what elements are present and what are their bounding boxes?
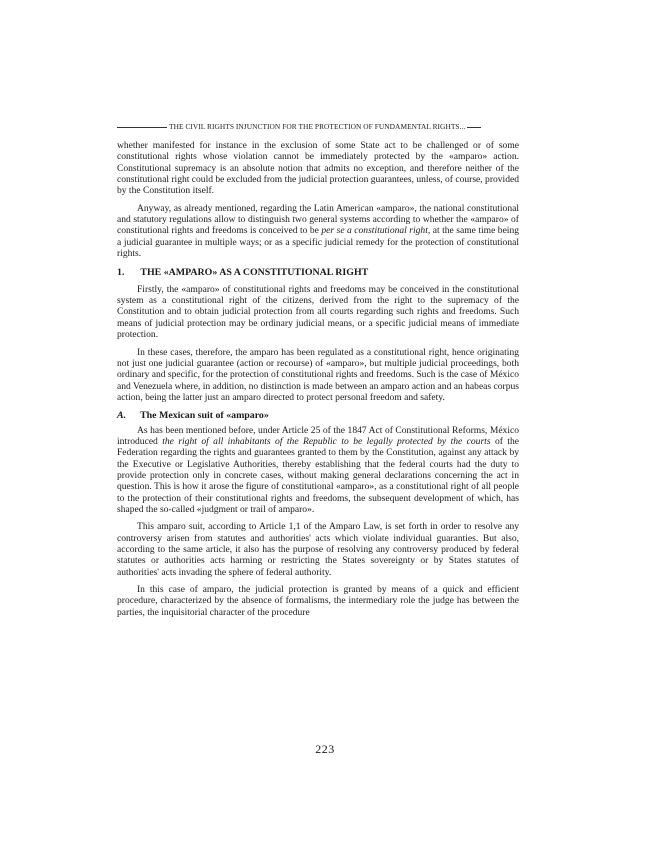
paragraph-continuation: whether manifested for instance in the exclusion of some State act to be challenged or of some constitutional rights whose violation cannot be immediately protected by the «amparo» action. Constitutional supremacy is an absolute notion that admits no exception, and therefore neither of the constitutional right could be excluded from the judicial protection guarantees, unless, of course, provided by the Constitution itself. [117, 140, 519, 197]
paragraph-systems [117, 203, 519, 260]
header-rule-left [117, 127, 167, 128]
subsection-title: The Mexican suit of «amparo» [140, 410, 269, 422]
section-heading [117, 267, 519, 278]
paragraph-constitutional-right: Firstly, the «amparo» of constitutional rights and freedoms may be conceived in the constitutional system as a constitutional right of the citizens, derived from the right to the supremacy of the Constitution and to obtain judicial protection from all courts regarding such rights and freedoms. Such means of judicial protection may be ordinary judicial means, or a specific judicial means of immediate protection. [117, 283, 519, 341]
section-number: 1. [117, 267, 125, 279]
paragraph-text: , at the same time being a judicial guarantee in multiple ways; or as a specific judicial remedy for the protection of constitutional rights. [117, 225, 520, 260]
italic-phrase: per se a constitutional right [321, 225, 428, 237]
running-header [117, 122, 519, 131]
paragraph-text: of the Federation regarding the rights and guarantees granted to them by the Constitution, against any attack by the Executive or Legislative Authorities, thereby establishing that the federal courts had the duty to provide protection only in concrete cases, without making general declarations concerning the act in question. This is how it arose the figure of constitutional «amparo», as a constitutional right of all people to the protection of their constitutional rights and freedoms, the subsequent development of which, has shaped the so-called «judgment or trail of amparo». [117, 435, 519, 515]
subsection-heading [117, 410, 519, 421]
section-title: THE «AMPARO» AS A CONSTITUTIONAL RIGHT [140, 267, 369, 279]
body-text [117, 140, 519, 624]
paragraph-amparo-law: This amparo suit, according to Article 1,1 of the Amparo Law, is set forth in order to resolve any controversy arisen from statutes and authorities' acts which violate individual guaranties. But also, according to the same article, it also has the purpose of resolving any controversy produced by federal statutes or authorities acts harming or restricting the States sovereignty or by States statutes of authorities' acts invading the sphere of federal authority. [117, 521, 519, 578]
paragraph-cases: In these cases, therefore, the amparo has been regulated as a constitutional right, hence originating not just one judicial guarantee (action or recourse) of «amparo», but multiple judicial proceedings, both ordinary and specific, for the protection of constitutional rights and freedoms. Such is the case of México and Venezuela where, in addition, no distinction is made between an amparo action and an habeas corpus action, being the latter just an amparo directed to protect personal freedom and safety. [117, 346, 519, 403]
header-rule-right [467, 127, 481, 128]
page-number: 223 [315, 742, 335, 756]
paragraph-procedure: In this case of amparo, the judicial protection is granted by means of a quick and efficient procedure, characterized by the absence of formalisms, the intermediary role the judge has between the parties, the inquisitorial character of the procedure [117, 584, 519, 618]
paragraph-text: As has been mentioned before, under Article 25 of the 1847 Act of Constitutional Reforms, México introduced [117, 424, 519, 447]
subsection-letter: A. [117, 410, 127, 422]
italic-phrase: the right of all inhabitants of the Republic to be legally protected by the courts [162, 435, 491, 447]
paragraph-text: Anyway, as already mentioned, regarding the Latin American «amparo», the national constitutional and statutory regulations allow to distinguish two general systems according to whether the «amparo» of constitutional rights and freedoms is conceived to be [117, 202, 519, 237]
running-header-text: THE CIVIL RIGHTS INJUNCTION FOR THE PROTECTION OF FUNDAMENTAL RIGHTS... [169, 122, 466, 131]
paragraph-mexican-history [117, 425, 519, 516]
